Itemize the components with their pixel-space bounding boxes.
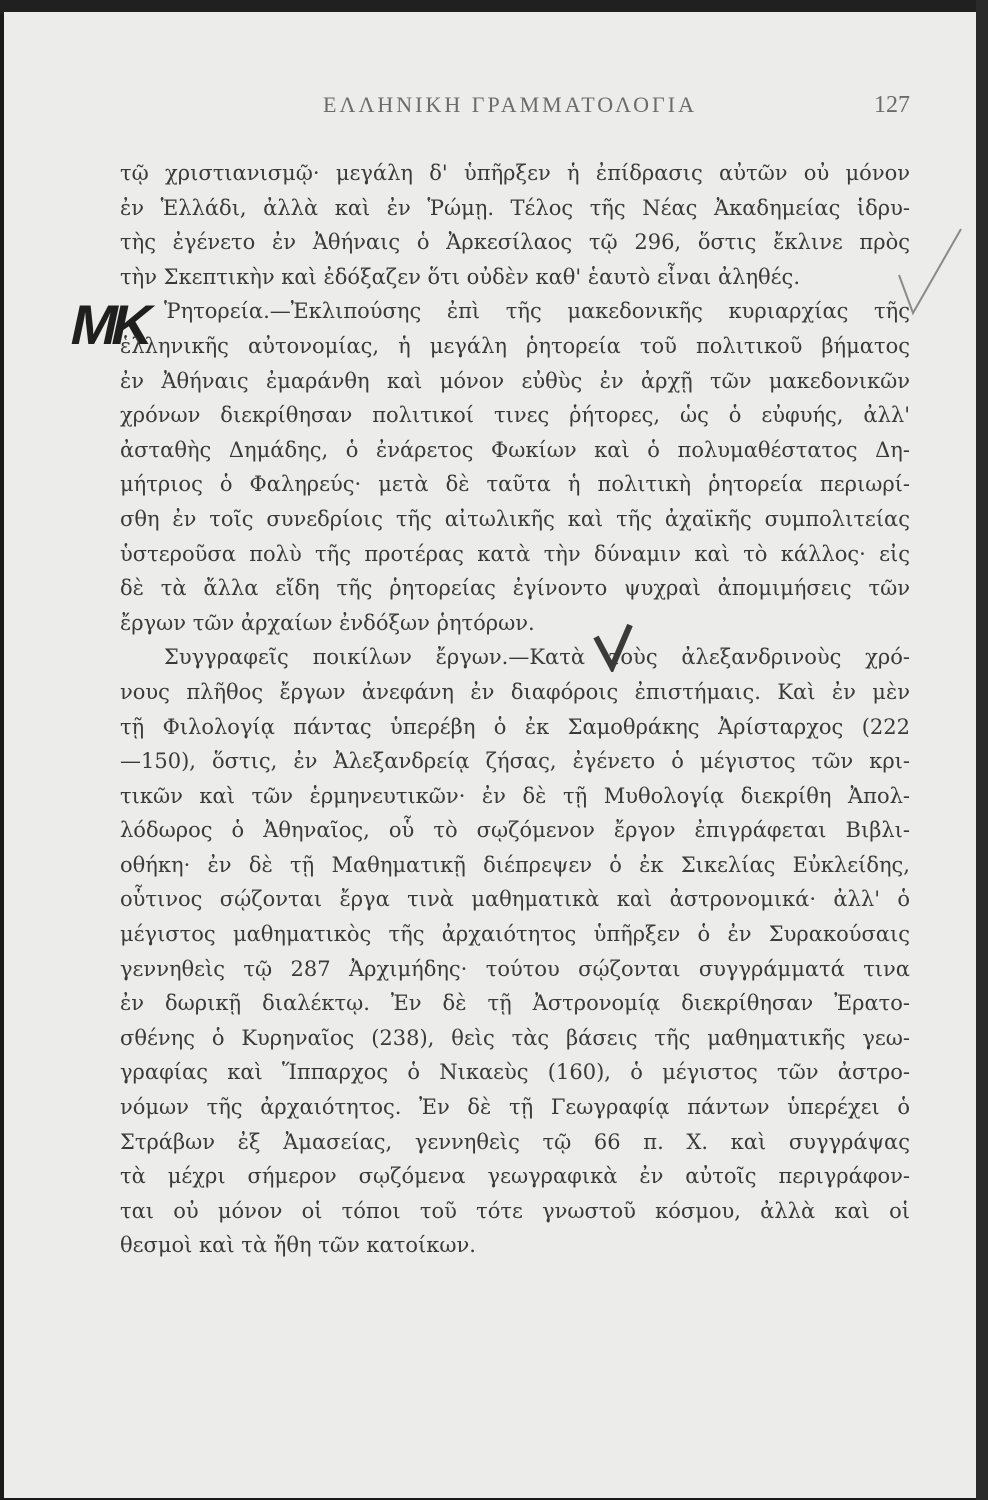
text-line: τὰ μέχρι σήμερον σῳζόμενα γεωγραφικὰ ἐν αὐτοῖς περιγράφον- <box>120 1164 910 1189</box>
section-heading-line: Συγγραφεῖς ποικίλων ἔργων.—Κατὰ τοὺς ἀλεξανδρινοὺς χρό- <box>164 645 910 670</box>
text-line: ἔργων τῶν ἀρχαίων ἐνδόξων ῥητόρων. <box>120 610 535 635</box>
page-number: 127 <box>874 92 910 118</box>
text-line: ἑλληνικῆς αὐτονομίας, ἡ μεγάλη ῥητορεία τοῦ πολιτικοῦ βήματος <box>120 333 910 358</box>
text-line: σθένης ὁ Κυρηναῖος (238), θεὶς τὰς βάσεις τῆς μαθηματικῆς γεω- <box>120 1025 910 1050</box>
body-text <box>120 156 910 1263</box>
text-line: θεσμοὶ καὶ τὰ ἤθη τῶν κατοίκων. <box>120 1233 476 1258</box>
margin-annotation: ΜΚ <box>65 293 154 356</box>
text-line: μέγιστος μαθηματικὸς τῆς ἀρχαιότητος ὑπῆρξεν ὁ ἐν Συρακούσαις <box>120 922 910 947</box>
text-line: ται οὐ μόνον οἱ τόποι τοῦ τότε γνωστοῦ κόσμου, ἀλλὰ καὶ οἱ <box>120 1198 910 1223</box>
text-line: ἐν δωρικῇ διαλέκτῳ. Ἐν δὲ τῇ Ἀστρονομίᾳ διεκρίθησαν Ἐρατο- <box>120 991 910 1016</box>
text-line: —150), ὅστις, ἐν Ἀλεξανδρείᾳ ζήσας, ἐγένετο ὁ μέγιστος τῶν κρι- <box>120 749 910 774</box>
text-line: ἀσταθὴς Δημάδης, ὁ ἐνάρετος Φωκίων καὶ ὁ πολυμαθέστατος Δη- <box>120 437 910 462</box>
text-line: γεννηθεὶς τῷ 287 Ἀρχιμήδης· τούτου σῴζονται συγγράμματά τινα <box>120 956 910 981</box>
text-line: νους πλῆθος ἔργων ἀνεφάνη ἐν διαφόροις ἐπιστήμαις. Καὶ ἐν μὲν <box>120 679 910 704</box>
scan-right-border <box>976 0 988 1500</box>
text-line: ἐν Ἀθήναις ἐμαράνθη καὶ μόνον εὐθὺς ἐν ἀρχῇ τῶν μακεδονικῶν <box>120 368 910 393</box>
page-header <box>110 92 910 132</box>
text-line: τῇ Φιλολογίᾳ πάντας ὑπερέβη ὁ ἐκ Σαμοθράκης Ἀρίσταρχος (222 <box>120 714 910 739</box>
text-line: τὴν Σκεπτικὴν καὶ ἐδόξαζεν ὅτι οὐδὲν καθ' ἑαυτὸ εἶναι ἀληθές. <box>120 264 800 289</box>
text-line: γραφίας καὶ Ἵππαρχος ὁ Νικαεὺς (160), ὁ μέγιστος τῶν ἀστρο- <box>120 1060 910 1085</box>
text-line: οὗτινος σῴζονται ἔργα τινὰ μαθηματικὰ καὶ ἀστρονομικά· ἀλλ' ὁ <box>120 887 910 912</box>
text-line: σθη ἐν τοῖς συνεδρίοις τῆς αἰτωλικῆς καὶ τῆς ἀχαϊκῆς συμπολιτείας <box>120 506 910 531</box>
text-line: δὲ τὰ ἄλλα εἴδη τῆς ῥητορείας ἐγίνοντο ψυχραὶ ἀπομιμήσεις τῶν <box>120 576 910 601</box>
text-line: νόμων τῆς ἀρχαιότητος. Ἐν δὲ τῇ Γεωγραφίᾳ πάντων ὑπερέχει ὁ <box>120 1095 910 1120</box>
running-title: ΕΛΛΗΝΙΚΗ ΓΡΑΜΜΑΤΟΛΟΓΙΑ <box>323 92 697 117</box>
text-line: λόδωρος ὁ Ἀθηναῖος, οὗ τὸ σῳζόμενον ἔργον ἐπιγράφεται Βιβλι- <box>120 818 910 843</box>
text-line: Στράβων ἐξ Ἀμασείας, γεννηθεὶς τῷ 66 π. Χ. καὶ συγγράψας <box>120 1129 910 1154</box>
text-line: τικῶν καὶ τῶν ἑρμηνευτικῶν· ἐν δὲ τῇ Μυθολογίᾳ διεκρίθη Ἀπολ- <box>120 783 910 808</box>
text-line: ἐν Ἑλλάδι, ἀλλὰ καὶ ἐν Ῥώμῃ. Τέλος τῆς Νέας Ἀκαδημείας ἱδρυ- <box>120 195 910 220</box>
text-line: χρόνων διεκρίθησαν πολιτικοί τινες ῥήτορες, ὡς ὁ εὐφυής, ἀλλ' <box>120 403 910 428</box>
section-heading-line: Ῥητορεία.—Ἐκλιπούσης ἐπὶ τῆς μακεδονικῆς κυριαρχίας τῆς <box>164 299 910 324</box>
text-line: ὑστεροῦσα πολὺ τῆς προτέρας κατὰ τὴν δύναμιν καὶ τὸ κάλλος· εἰς <box>120 541 910 566</box>
text-line: μήτριος ὁ Φαληρεύς· μετὰ δὲ ταῦτα ἡ πολιτικὴ ῥητορεία περιωρί- <box>120 472 910 497</box>
text-line: οθήκη· ἐν δὲ τῇ Μαθηματικῇ διέπρεψεν ὁ ἐκ Σικελίας Εὐκλείδης, <box>120 852 910 877</box>
text-line: τὴς ἐγένετο ἐν Ἀθήναις ὁ Ἀρκεσίλαος τῷ 296, ὅστις ἔκλινε πρὸς <box>120 230 910 255</box>
text-line: τῷ χριστιανισμῷ· μεγάλη δ' ὑπῆρξεν ἡ ἐπίδρασις αὐτῶν οὐ μόνον <box>120 161 910 185</box>
